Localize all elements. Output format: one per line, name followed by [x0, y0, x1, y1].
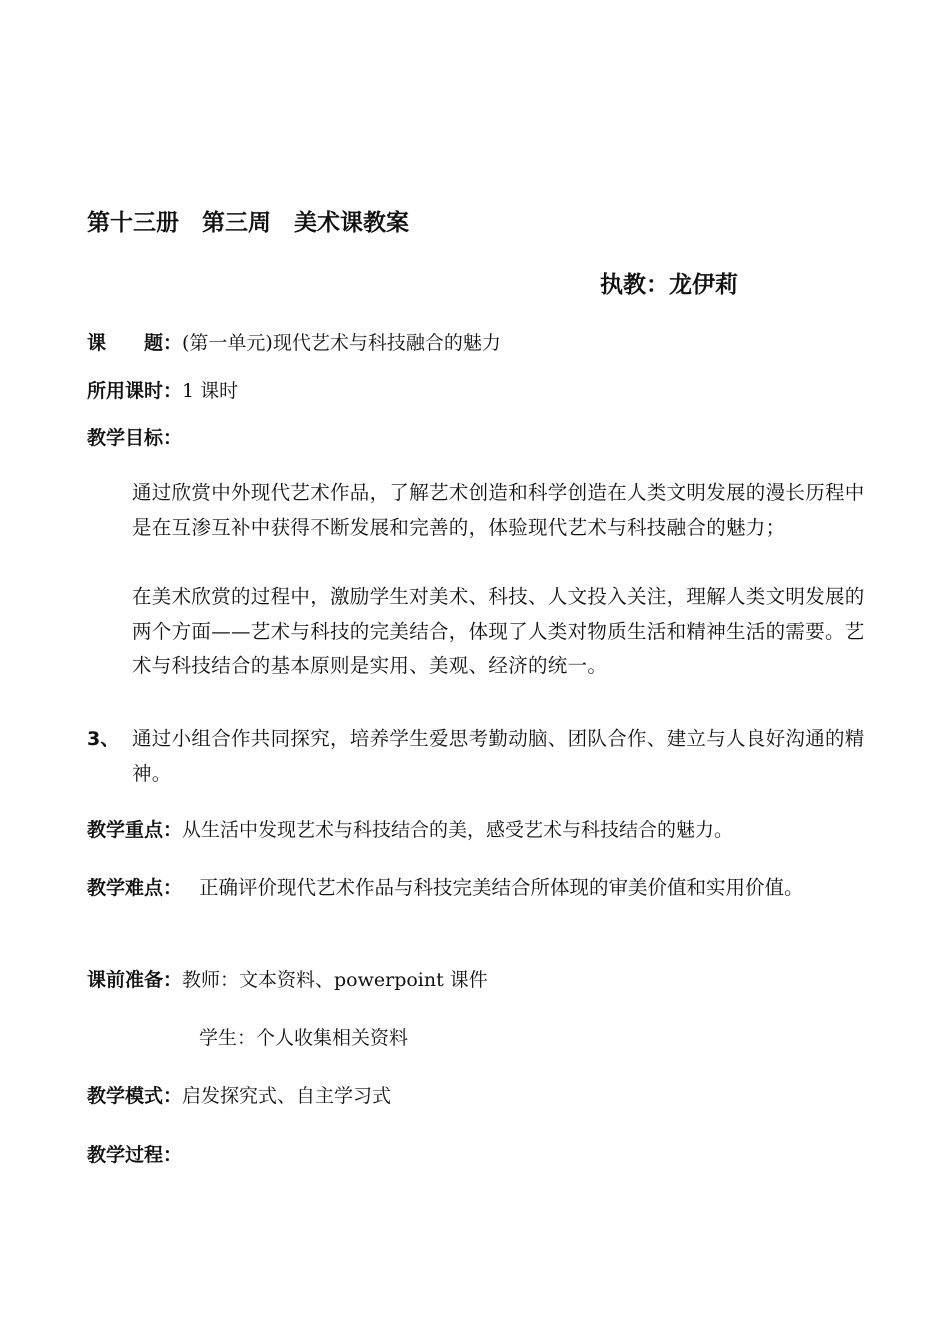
process-label: 教学过程： [87, 1144, 183, 1166]
topic-label: 课 题： [87, 332, 183, 354]
preparation-label: 课前准备： [87, 969, 183, 991]
objectives-row [87, 421, 182, 455]
difficulty-row [87, 871, 182, 905]
objectives-label: 教学目标： [87, 427, 183, 449]
topic-value: (第一单元)现代艺术与科技融合的魅力 [182, 332, 501, 354]
preparation-teacher: 教师：文本资料、powerpoint 课件 [182, 969, 488, 991]
key-point-label: 教学重点： [87, 819, 183, 841]
topic-row [87, 326, 501, 360]
mode-label: 教学模式： [87, 1085, 183, 1107]
preparation-student: 学生：个人收集相关资料 [199, 1027, 409, 1049]
difficulty-label: 教学难点： [87, 877, 183, 899]
objective-item-3: 通过小组合作共同探究，培养学生爱思考勤动脑、团队合作、建立与人良好沟通的精神。 [132, 727, 865, 785]
process-row [87, 1138, 182, 1172]
objective-item-3-number: 3、 [87, 728, 120, 750]
teacher-name: 执教：龙伊莉 [600, 272, 738, 298]
objective-item-1: 通过欣赏中外现代艺术作品，了解艺术创造和科学创造在人类文明发展的漫长历程中是在互渗互补中获得不断发展和完善的，体验现代艺术与科技融合的魅力； [132, 481, 865, 539]
difficulty-value: 正确评价现代艺术作品与科技完美结合所体现的审美价值和实用价值。 [199, 876, 804, 899]
objective-item-2: 在美术欣赏的过程中，激励学生对美术、科技、人文投入关注，理解人类文明发展的两个方面——艺术与科技的完美结合，体现了人类对物质生活和精神生活的需要。艺术与科技结合的基本原则是实用、美观、经济的统一。 [132, 585, 865, 677]
hours-row [87, 374, 238, 408]
mode-value: 启发探究式、自主学习式 [182, 1085, 392, 1107]
hours-value: 1 课时 [182, 380, 239, 402]
mode-row [87, 1079, 391, 1113]
hours-label: 所用课时： [87, 380, 183, 402]
preparation-row [87, 963, 488, 997]
key-point-value: 从生活中发现艺术与科技结合的美，感受艺术与科技结合的魅力。 [182, 819, 734, 841]
page-title: 第十三册 第三周 美术课教案 [87, 210, 409, 236]
key-point-row [87, 813, 733, 847]
